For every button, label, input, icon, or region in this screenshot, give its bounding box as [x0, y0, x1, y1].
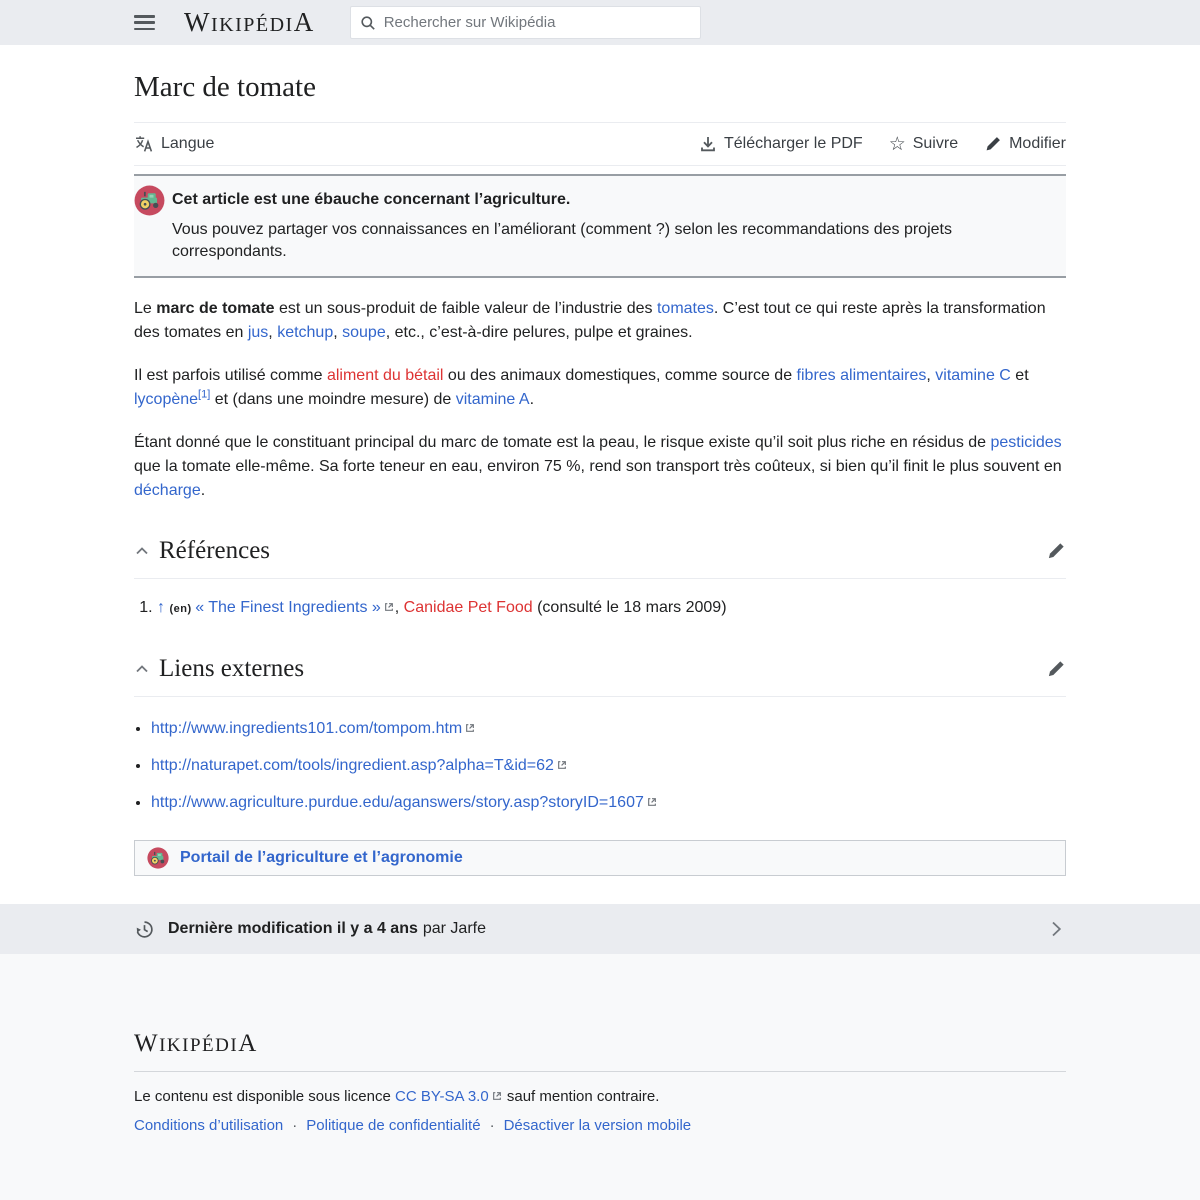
search-icon: [360, 15, 376, 31]
edit-section-external-links-icon[interactable]: [1046, 659, 1066, 679]
references-list: [134, 596, 1066, 621]
top-bar: [0, 0, 1200, 45]
external-link-ingredients101[interactable]: http://www.ingredients101.com/tompom.htm: [151, 720, 463, 737]
link-tomates[interactable]: tomates: [656, 300, 714, 317]
language-icon: [134, 134, 154, 154]
edit-label: Modifier: [1009, 135, 1066, 152]
watch-button[interactable]: [889, 135, 958, 154]
pencil-icon: [984, 135, 1002, 153]
footer-divider: [134, 1071, 1066, 1072]
terms-of-use-link[interactable]: Conditions d’utilisation: [134, 1117, 284, 1134]
chevron-right-icon[interactable]: [1046, 919, 1066, 939]
download-pdf-label: Télécharger le PDF: [723, 135, 863, 152]
article-content: [0, 45, 1200, 904]
external-link-icon: [465, 717, 475, 741]
language-button[interactable]: [134, 134, 214, 154]
license-text: Le contenu est disponible sous licence CC BY-SA 3.0 sauf mention contraire.: [134, 1086, 1066, 1108]
stub-notice: [134, 174, 1066, 278]
search-box[interactable]: [350, 6, 701, 39]
download-pdf-button[interactable]: [699, 135, 863, 153]
stub-text: [172, 185, 1066, 263]
edit-button[interactable]: [984, 135, 1066, 153]
link-soupe[interactable]: soupe: [342, 324, 386, 341]
ref-marker-1[interactable]: [1]: [198, 388, 211, 401]
reference-item: 1. ↑ (en) « The Finest Ingredients » , Canidae Pet Food (consulté le 18 mars 2009): [157, 596, 1066, 621]
portal-agriculture-link[interactable]: [134, 840, 1066, 876]
section-external-links-header: [134, 655, 1066, 697]
separator-dot: ·: [292, 1117, 298, 1134]
link-aliment-du-betail[interactable]: aliment du bétail: [326, 367, 444, 384]
link-finest-ingredients[interactable]: « The Finest Ingredients »: [195, 599, 381, 616]
page-footer: [0, 954, 1200, 1134]
paragraph-1: Le marc de tomate est un sous-produit de faible valeur de l’industrie des tomates. C’est tout ce qui reste après la transformation des tomates en jus, ketchup, soupe, etc., c’est-à-dire pelures, pulpe et graines.: [134, 300, 1046, 341]
ref-language-tag: (en): [169, 603, 196, 615]
history-icon: [134, 919, 155, 940]
edit-section-references-icon[interactable]: [1046, 541, 1066, 561]
list-item: [151, 754, 1066, 778]
search-input[interactable]: [384, 14, 691, 31]
portal-label: Portail de l’agriculture et l’agronomie: [180, 849, 463, 866]
paragraph-2: Il est parfois utilisé comme aliment du bétail ou des animaux domestiques, comme source de fibres alimentaires, vitamine C et lycopène[1] et (dans une moindre mesure) de vitamine A.: [134, 367, 1029, 408]
section-external-links-title: Liens externes: [159, 655, 305, 682]
external-link-icon: [492, 1086, 502, 1108]
link-ketchup[interactable]: ketchup: [277, 324, 334, 341]
link-jus[interactable]: jus: [247, 324, 269, 341]
hamburger-menu-icon[interactable]: [134, 15, 155, 30]
link-vitamine-c[interactable]: vitamine C: [935, 367, 1011, 384]
page-actions-toolbar: [134, 123, 1066, 166]
link-lycopene[interactable]: lycopène: [134, 391, 199, 408]
external-link-icon: [557, 754, 567, 778]
footer-links: [134, 1117, 1066, 1134]
star-icon: ☆: [888, 133, 906, 155]
wikipedia-wordmark: WIKIPÉDIA: [184, 7, 315, 37]
last-modified-bar[interactable]: [0, 904, 1200, 954]
link-canidae-pet-food[interactable]: Canidae Pet Food: [403, 599, 533, 616]
external-link-icon: [384, 596, 394, 620]
link-vitamine-a[interactable]: vitamine A: [455, 391, 530, 408]
link-decharge[interactable]: décharge: [134, 482, 201, 499]
external-link-purdue[interactable]: http://www.agriculture.purdue.edu/aganswers/story.asp?storyID=1607: [151, 794, 644, 811]
link-pesticides[interactable]: pesticides: [990, 434, 1062, 451]
paragraph-3: Étant donné que le constituant principal du marc de tomate est la peau, le risque existe qu’il soit plus riche en résidus de pesticides que la tomate elle-même. Sa forte teneur en eau, environ 75 %, rend son transport très coûteux, si bien qu’il finit le plus souvent en décharge.: [134, 434, 1062, 499]
section-references-header: [134, 537, 1066, 579]
last-modified-author: par Jarfe: [422, 920, 486, 937]
external-link-naturapet[interactable]: http://naturapet.com/tools/ingredient.asp?alpha=T&id=62: [151, 757, 554, 774]
external-links-list: [134, 717, 1066, 815]
last-modified-text: Dernière modification il y a 4 ans: [168, 920, 418, 937]
privacy-policy-link[interactable]: Politique de confidentialité: [306, 1117, 481, 1134]
disable-mobile-link[interactable]: Désactiver la version mobile: [503, 1117, 692, 1134]
link-fibres-alimentaires[interactable]: fibres alimentaires: [796, 367, 927, 384]
language-label: Langue: [161, 135, 215, 152]
agriculture-tractor-icon: [147, 847, 169, 869]
stub-line-1: Cet article est une ébauche concernant l’agriculture.: [172, 191, 571, 208]
agriculture-tractor-icon: [134, 185, 165, 216]
wikipedia-footer-wordmark: WIKIPÉDIA: [134, 1030, 258, 1057]
watch-label: Suivre: [912, 135, 959, 152]
ref-backlink[interactable]: ↑: [157, 599, 170, 616]
link-cc-by-sa[interactable]: CC BY-SA 3.0: [395, 1088, 489, 1105]
list-item: [151, 717, 1066, 741]
download-icon: [699, 135, 717, 153]
chevron-up-icon[interactable]: [134, 661, 150, 677]
external-link-icon: [647, 791, 657, 815]
section-references-title: Références: [159, 537, 271, 564]
list-item: [151, 791, 1066, 815]
chevron-up-icon[interactable]: [134, 543, 150, 559]
page-title: Marc de tomate: [134, 45, 1066, 123]
stub-line-2: Vous pouvez partager vos connaissances en l’améliorant (comment ?) selon les recommandations des projets correspondants.: [172, 221, 952, 260]
separator-dot: ·: [489, 1117, 495, 1134]
